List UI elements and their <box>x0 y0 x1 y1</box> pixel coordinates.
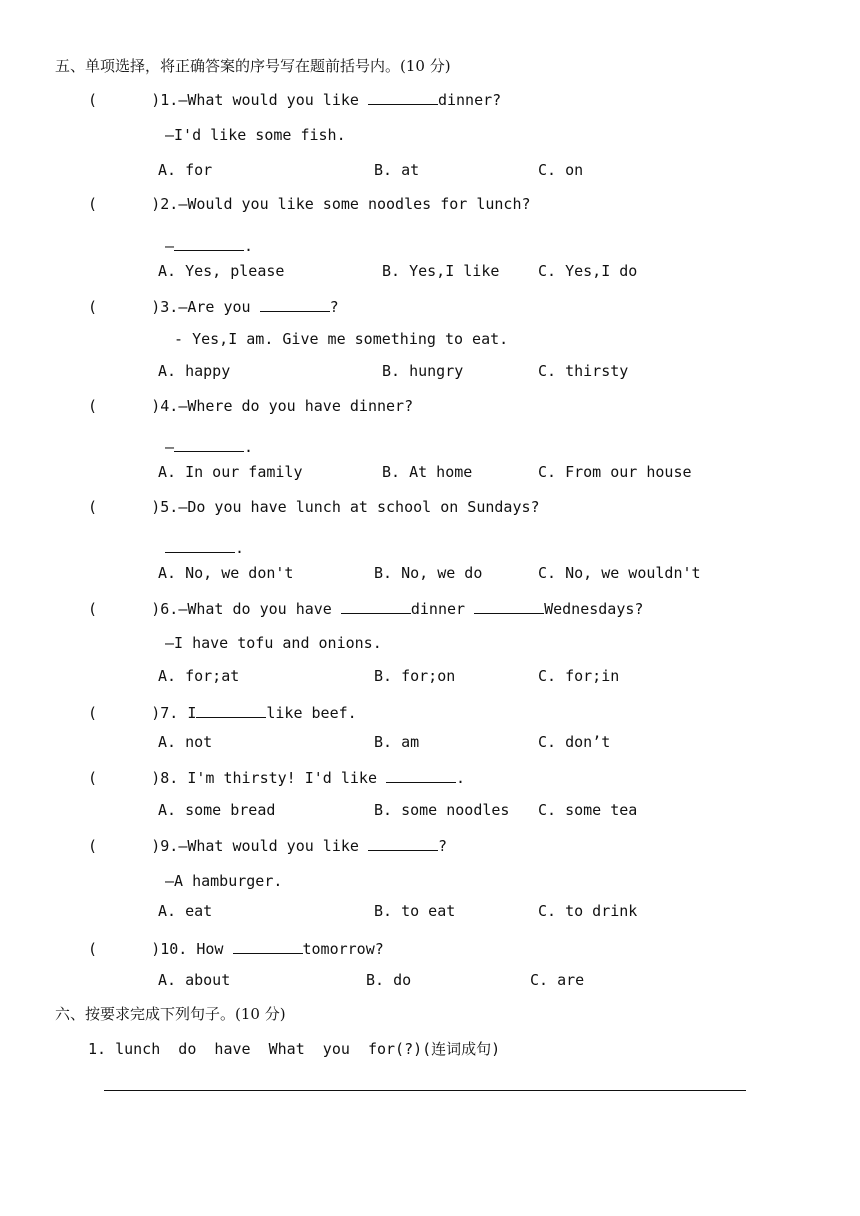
option-c: C. for;in <box>538 667 620 685</box>
option-b: B. At home <box>382 463 473 481</box>
question-4-reply: — . <box>165 438 254 456</box>
question-9-reply: —A hamburger. <box>165 872 283 890</box>
question-3-reply: - Yes,I am. Give me something to eat. <box>165 330 509 348</box>
option-c: C. From our house <box>538 463 692 481</box>
fill-blank[interactable] <box>474 599 544 614</box>
fill-blank[interactable] <box>174 236 244 251</box>
question-6: ( )6.—What do you have dinner Wednesdays? <box>88 600 644 618</box>
option-b: B. do <box>366 971 412 989</box>
fill-blank[interactable] <box>368 90 438 105</box>
option-c: C. some tea <box>538 801 638 819</box>
option-b: B. am <box>374 733 420 751</box>
option-b: B. Yes,I like <box>382 262 500 280</box>
answer-paren[interactable]: ( )4. <box>88 397 179 415</box>
question-2: ( )2.—Would you like some noodles for lunch? <box>88 195 531 213</box>
answer-paren[interactable]: ( )6. <box>88 600 179 618</box>
option-c: C. are <box>530 971 585 989</box>
option-a: A. eat <box>158 902 213 920</box>
answer-paren[interactable]: ( )1. <box>88 91 179 109</box>
question-10: ( )10. How tomorrow? <box>88 940 384 958</box>
option-c: C. Yes,I do <box>538 262 638 280</box>
option-a: A. not <box>158 733 213 751</box>
answer-paren[interactable]: ( )9. <box>88 837 179 855</box>
option-c: C. to drink <box>538 902 638 920</box>
option-b: B. No, we do <box>374 564 483 582</box>
answer-paren[interactable]: ( )5. <box>88 498 179 516</box>
fill-blank[interactable] <box>260 297 330 312</box>
fill-blank[interactable] <box>341 599 411 614</box>
option-c: C. on <box>538 161 584 179</box>
question-8: ( )8. I'm thirsty! I'd like . <box>88 769 466 787</box>
option-c: C. don’t <box>538 733 611 751</box>
answer-paren[interactable]: ( )10. <box>88 940 188 958</box>
option-b: B. some noodles <box>374 801 510 819</box>
option-a: A. for <box>158 161 213 179</box>
question-6-reply: —I have tofu and onions. <box>165 634 382 652</box>
fill-blank[interactable] <box>196 703 266 718</box>
option-b: B. for;on <box>374 667 456 685</box>
fill-blank[interactable] <box>233 939 303 954</box>
option-a: A. In our family <box>158 463 303 481</box>
fill-blank[interactable] <box>368 836 438 851</box>
option-a: A. No, we don't <box>158 564 294 582</box>
answer-paren[interactable]: ( )8. <box>88 769 179 787</box>
section-6-title: 六、按要求完成下列句子。(10 分) <box>55 1005 286 1023</box>
question-1-reply: —I'd like some fish. <box>165 126 346 144</box>
section-6-item-1: 1. lunch do have What you for(?)(连词成句) <box>88 1040 501 1058</box>
option-c: C. No, we wouldn't <box>538 564 701 582</box>
option-a: A. for;at <box>158 667 240 685</box>
answer-paren[interactable]: ( )7. <box>88 704 179 722</box>
answer-line[interactable] <box>104 1090 746 1091</box>
option-a: A. happy <box>158 362 231 380</box>
section-5-title: 五、单项选择，将正确答案的序号写在题前括号内。(10 分) <box>55 57 451 75</box>
option-a: A. some bread <box>158 801 276 819</box>
question-1: ( )1.—What would you like dinner? <box>88 91 502 109</box>
option-a: A. Yes, please <box>158 262 285 280</box>
answer-paren[interactable]: ( )3. <box>88 298 179 316</box>
question-3: ( )3.—Are you ? <box>88 298 339 316</box>
question-9: ( )9.—What would you like ? <box>88 837 447 855</box>
fill-blank[interactable] <box>165 538 235 553</box>
question-5-reply: . <box>165 538 244 558</box>
answer-paren[interactable]: ( )2. <box>88 195 179 213</box>
option-a: A. about <box>158 971 231 989</box>
question-2-reply: — . <box>165 237 254 255</box>
question-5: ( )5.—Do you have lunch at school on Sundays? <box>88 498 540 516</box>
option-b: B. at <box>374 161 420 179</box>
question-7: ( )7. I like beef. <box>88 704 357 722</box>
option-b: B. hungry <box>382 362 464 380</box>
fill-blank[interactable] <box>174 437 244 452</box>
question-4: ( )4.—Where do you have dinner? <box>88 397 414 415</box>
option-b: B. to eat <box>374 902 456 920</box>
option-c: C. thirsty <box>538 362 629 380</box>
fill-blank[interactable] <box>386 768 456 783</box>
